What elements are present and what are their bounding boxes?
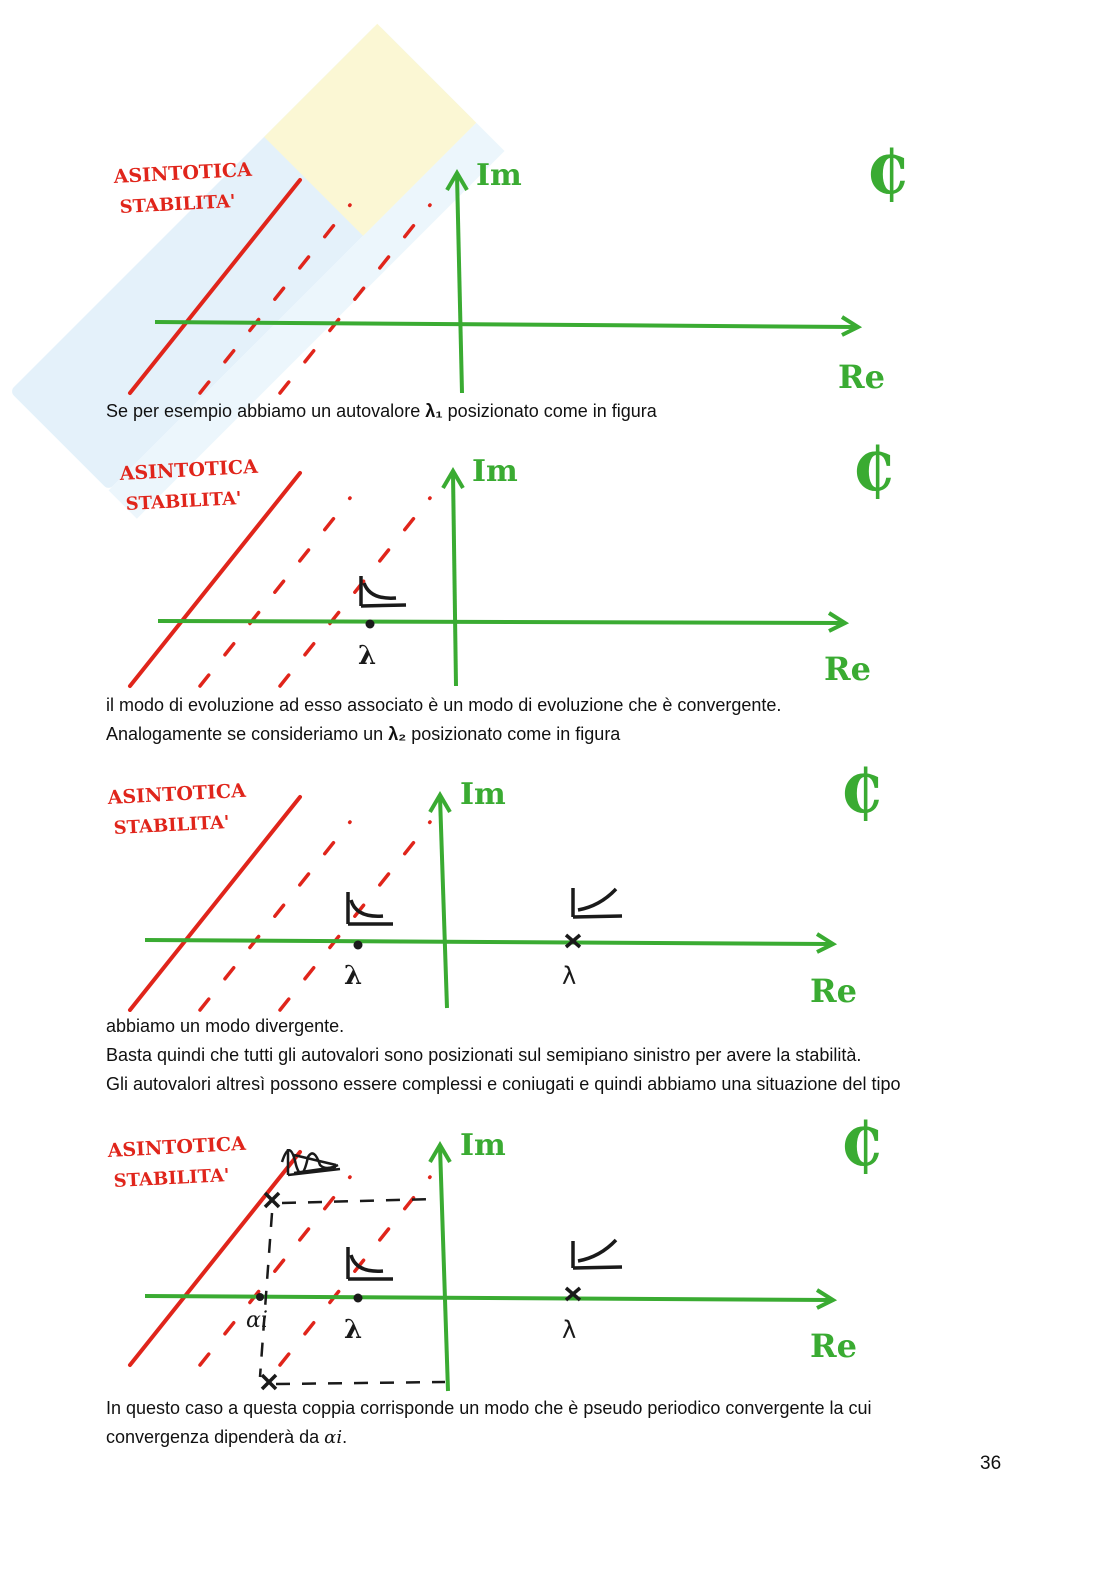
- paragraph-4-text: abbiamo un modo divergente.: [106, 1016, 345, 1036]
- region-label-line2: STABILITA': [113, 811, 231, 839]
- region-label-line1: ASINTOTICA: [113, 158, 253, 188]
- complex-eigenvalue-lower: [262, 1375, 276, 1389]
- stability-hatch-line-1: [200, 498, 350, 686]
- imaginary-axis: [440, 797, 447, 1008]
- stability-hatch-line-1: [200, 822, 350, 1010]
- paragraph-1-text: Se per esempio abbiamo un autovalore: [106, 401, 426, 421]
- paragraph-1: [106, 397, 1006, 426]
- real-axis-label: Re: [810, 1327, 857, 1365]
- real-axis: [155, 322, 855, 327]
- eigenvalue-label: λ: [344, 961, 363, 991]
- figure-complex-plane-3: [100, 752, 1000, 1012]
- eigenvalue-label: λ: [358, 641, 377, 671]
- real-axis-label: Re: [838, 358, 885, 396]
- paragraph-7-text: In questo caso a questa coppia corrisponde un modo che è pseudo periodico convergente la cui: [106, 1398, 872, 1418]
- paragraph-1-text-end: posizionato come in figura: [442, 401, 657, 421]
- paragraph-5-text: Basta quindi che tutti gli autovalori sono posizionati sul semipiano sinistro per avere la stabilità.: [106, 1045, 862, 1065]
- eigenvalue-point: [366, 620, 375, 629]
- region-label-line2: STABILITA': [113, 1164, 231, 1192]
- imaginary-axis: [453, 473, 456, 686]
- complex-eigenvalue-upper: [265, 1193, 279, 1207]
- paragraph-8-text: convergenza dipenderà da: [106, 1427, 325, 1447]
- real-axis-label: Re: [810, 972, 857, 1010]
- lambda-1-symbol: λ₁: [425, 401, 443, 421]
- eigenvalue-label-right: λ: [562, 962, 577, 990]
- imaginary-axis: [440, 1147, 448, 1391]
- divergent-mode-sketch: [573, 1240, 622, 1268]
- real-part-label: αi: [246, 1308, 268, 1333]
- region-label-line2: STABILITA': [125, 487, 243, 515]
- imaginary-axis-label: Im: [472, 454, 518, 489]
- complex-plane-symbol: ₵: [840, 1110, 882, 1180]
- real-axis: [145, 1296, 830, 1300]
- paragraph-2: [106, 691, 1006, 749]
- paragraph-4: [106, 1394, 1006, 1452]
- paragraph-3-text-end: posizionato come in figura: [406, 724, 621, 744]
- real-part-point: [256, 1293, 264, 1301]
- complex-plane-symbol: ₵: [852, 435, 894, 505]
- complex-plane-diagram: [100, 135, 1000, 400]
- real-axis-label: Re: [824, 650, 871, 688]
- region-label-line1: ASINTOTICA: [107, 779, 247, 809]
- real-axis: [158, 621, 842, 623]
- eigenvalue-label-right: λ: [562, 1316, 577, 1344]
- stability-hatch-line-2: [280, 205, 430, 393]
- region-label-line1: ASINTOTICA: [119, 455, 259, 485]
- lambda-2-symbol: λ₂: [388, 724, 407, 744]
- paragraph-2-text: il modo di evoluzione ad esso associato è un modo di evoluzione che è convergente.: [106, 695, 782, 715]
- eigenvalue-point: [354, 941, 363, 950]
- paragraph-3-text: Analogamente se consideriamo un: [106, 724, 389, 744]
- alpha-i-symbol: αi: [324, 1427, 343, 1448]
- imaginary-axis: [457, 175, 462, 393]
- eigenvalue-label: λ: [344, 1315, 363, 1345]
- stability-hatch-line-1: [200, 205, 350, 393]
- page-number: 36: [980, 1453, 1002, 1474]
- stability-hatch-line-2: [280, 498, 430, 686]
- paragraph-6-text: Gli autovalori altresì possono essere complessi e coniugati e quindi abbiamo una situazione del tipo: [106, 1074, 901, 1094]
- paragraph-8-text-end: .: [342, 1427, 348, 1447]
- imaginary-axis-label: Im: [476, 158, 522, 193]
- imaginary-axis-label: Im: [460, 1128, 506, 1163]
- region-label-line1: ASINTOTICA: [107, 1132, 247, 1162]
- complex-plane-diagram: [100, 1107, 1000, 1395]
- figure-complex-plane-1: [100, 135, 1000, 400]
- complex-plane-symbol: ₵: [840, 757, 882, 827]
- figure-complex-plane-2: [100, 428, 1000, 693]
- convergent-mode-sketch: [348, 892, 393, 924]
- figure-complex-plane-4: [100, 1107, 1000, 1395]
- complex-plane-diagram: [100, 752, 1000, 1012]
- paragraph-3: [106, 1012, 1006, 1099]
- real-axis: [145, 940, 830, 944]
- convergent-mode-sketch: [361, 576, 406, 606]
- imaginary-axis-label: Im: [460, 777, 506, 812]
- region-label-line2: STABILITA': [119, 190, 237, 218]
- eigenvalue-point: [354, 1294, 363, 1303]
- complex-plane-symbol: ₵: [866, 138, 908, 208]
- divergent-mode-sketch: [573, 888, 622, 917]
- complex-plane-diagram: [100, 428, 1000, 693]
- convergent-mode-sketch: [348, 1247, 393, 1279]
